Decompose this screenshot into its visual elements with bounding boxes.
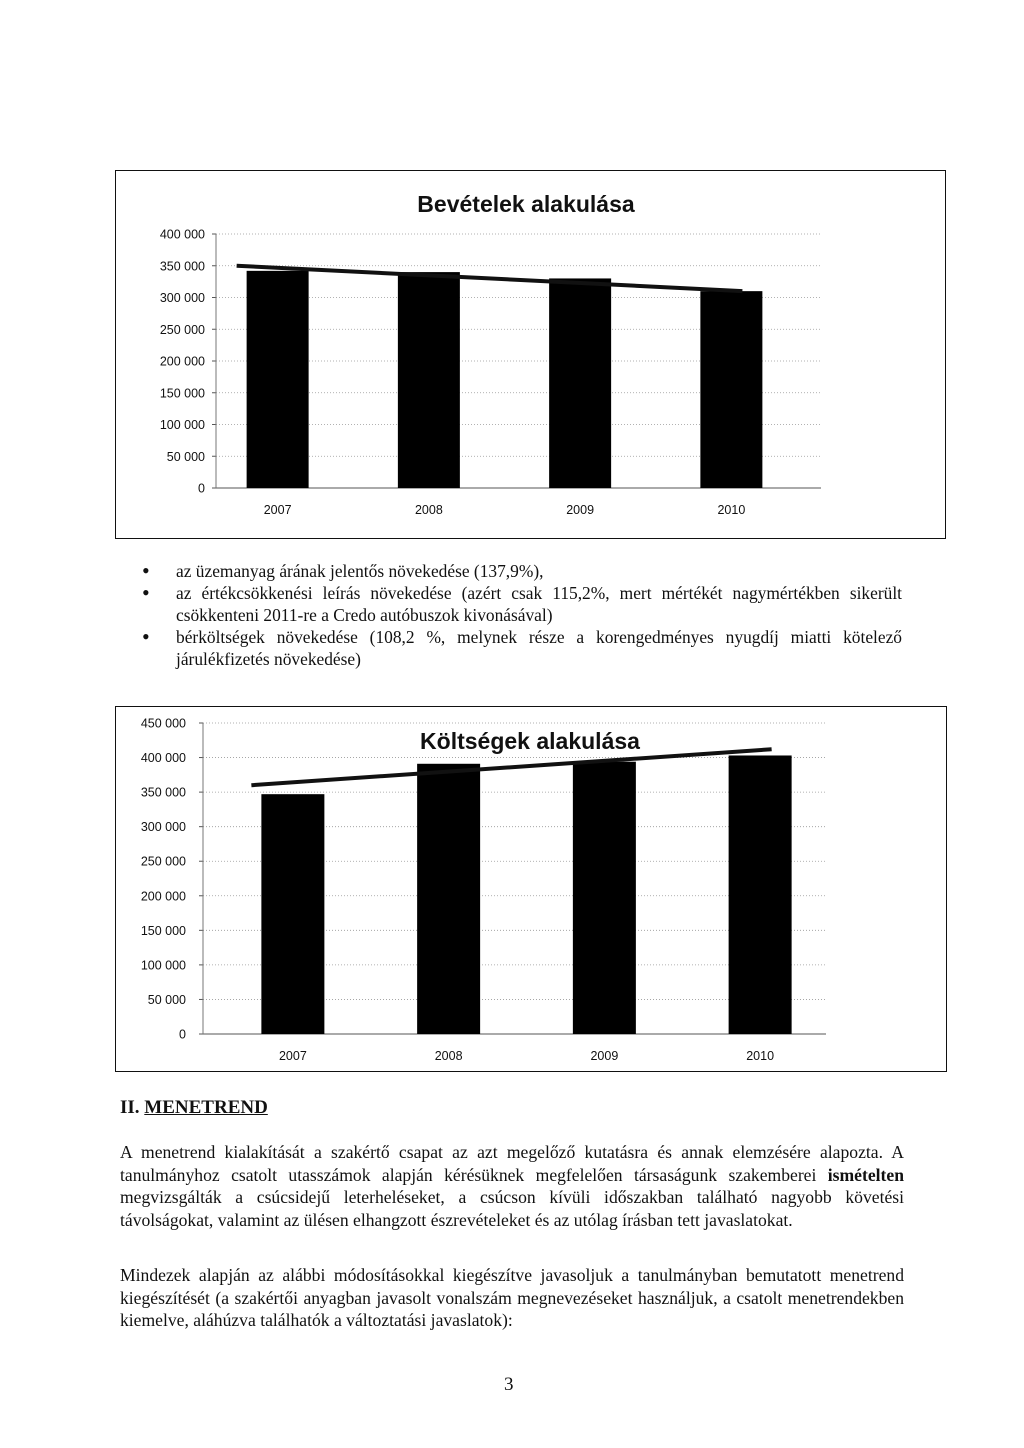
y-tick-label: 250 000	[159, 322, 205, 337]
trendline	[237, 266, 743, 291]
bar-2008	[417, 764, 480, 1034]
y-tick-label: 50 000	[166, 449, 205, 464]
y-tick-label: 100 000	[159, 418, 205, 432]
costs-chart	[115, 706, 947, 1072]
y-tick-label: 450 000	[140, 716, 186, 731]
x-tick-label: 2010	[746, 1049, 775, 1063]
y-tick-label: 300 000	[140, 820, 186, 835]
section-heading	[120, 1097, 268, 1119]
cost-factors-list	[142, 560, 902, 670]
bar-2007	[261, 794, 324, 1034]
y-tick-label: 0	[198, 481, 205, 496]
y-tick-label: 0	[179, 1027, 186, 1042]
paragraph-text: megvizsgálták a csúcsidejű leterheléseket, a csúcson kívüli időszakban található nagyobb követési távolságokat, valamint az ülésen elhangzott észrevételeket és az utólag írásban tett javaslatokat.	[120, 1187, 904, 1230]
bar-2010	[729, 755, 792, 1034]
list-item: • az értékcsökkenési leírás növekedése (azért csak 115,2%, mert mértékét nagymértékben sikerült csökkenteni 2011-re a Credo autóbuszok kivonásával)	[142, 582, 902, 626]
y-tick-label: 400 000	[159, 227, 205, 242]
y-tick-label: 100 000	[140, 958, 186, 973]
paragraph-methodology	[120, 1141, 904, 1231]
x-tick-label: 2007	[263, 503, 292, 517]
y-tick-label: 350 000	[159, 259, 205, 274]
bar-2009	[549, 278, 611, 488]
chart-title: Költségek alakulása	[420, 728, 640, 754]
section-title: MENETREND	[144, 1097, 268, 1118]
x-tick-label: 2008	[414, 503, 443, 517]
y-tick-label: 400 000	[140, 751, 186, 766]
y-tick-label: 200 000	[140, 889, 186, 904]
x-tick-label: 2007	[278, 1049, 307, 1063]
list-item: • az üzemanyag árának jelentős növekedése (137,9%),	[142, 560, 902, 582]
x-tick-label: 2009	[590, 1049, 619, 1063]
bar-2008	[398, 272, 460, 488]
y-tick-label: 350 000	[140, 785, 186, 800]
paragraph-text: A menetrend kialakítását a szakértő csapat az azt megelőző kutatásra és annak elemzésére alapozta. A tanulmányhoz csatolt utasszámok alapján kérésüknek megfelelően társaságunk szakemberei	[120, 1142, 904, 1185]
emphasis-text: ismételten	[827, 1164, 904, 1185]
list-item: • bérköltségek növekedése (108,2 %, melynek része a korengedményes nyugdíj miatti kötelező járulékfizetés növekedése)	[142, 626, 902, 670]
y-tick-label: 150 000	[159, 386, 205, 401]
x-tick-label: 2009	[566, 503, 595, 517]
page-number: 3	[504, 1374, 514, 1395]
revenue-chart	[115, 170, 946, 539]
x-tick-label: 2010	[717, 503, 746, 517]
costs-chart-svg	[116, 707, 946, 1071]
chart-title: Bevételek alakulása	[417, 191, 635, 217]
bar-2010	[700, 291, 762, 488]
bar-2007	[247, 271, 309, 488]
y-tick-label: 50 000	[147, 992, 186, 1007]
y-tick-label: 150 000	[140, 923, 186, 938]
bar-2009	[573, 762, 636, 1034]
paragraph-proposal: Mindezek alapján az alábbi módosításokkal kiegészítve javasoljuk a tanulmányban bemutatott menetrend kiegészítését (a szakértői anyagban javasolt vonalszám megnevezéseket használjuk, a csatolt menetrendekben kiemelve, aláhúzva találhatók a változtatási javaslatok):	[120, 1265, 904, 1331]
y-tick-label: 250 000	[140, 854, 186, 869]
section-number: II.	[120, 1097, 140, 1118]
x-tick-label: 2008	[434, 1049, 463, 1063]
y-tick-label: 300 000	[159, 291, 205, 305]
y-tick-label: 200 000	[159, 354, 205, 369]
revenue-chart-svg	[116, 171, 945, 538]
trendline	[251, 749, 771, 785]
